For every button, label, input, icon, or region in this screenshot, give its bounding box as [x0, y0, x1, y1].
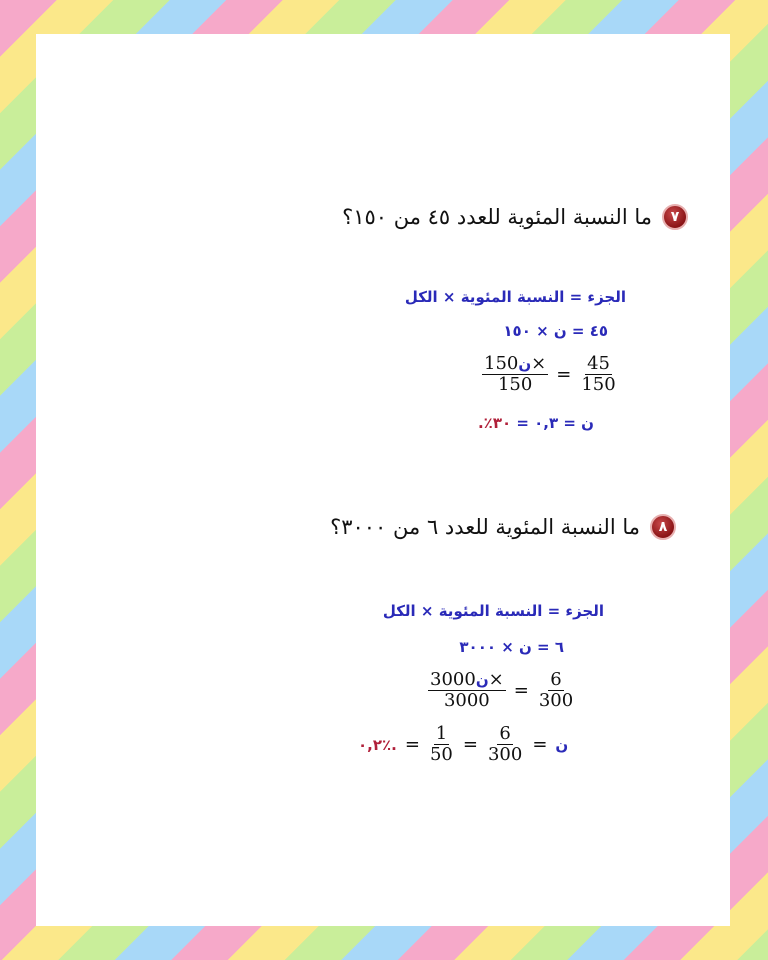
equals-sign: = — [462, 734, 478, 755]
question-7 — [342, 204, 688, 230]
formula-line: الجزء = النسبة المئوية × الكل — [404, 288, 626, 306]
question-8 — [330, 514, 676, 540]
numerator: 150× — [484, 353, 547, 374]
formula-line: الجزء = النسبة المئوية × الكل — [382, 602, 604, 620]
question-text: ما النسبة المئوية للعدد ٦ من ٣٠٠٠؟ — [330, 515, 640, 539]
numerator: 1 — [435, 723, 448, 744]
fraction-original — [486, 724, 524, 765]
equation-step: ٤٥ = ن × ١٥٠ — [503, 322, 608, 340]
equals-sign: = — [556, 364, 572, 385]
equals-sign: = — [513, 680, 529, 701]
answer-percent: ٣٠٪. — [477, 414, 512, 432]
equals-sign: = — [532, 734, 548, 755]
question-number-badge: ٨ — [650, 514, 676, 540]
answer-line — [478, 414, 594, 432]
variable-n: ن — [518, 355, 532, 373]
numerator: 6 — [550, 669, 562, 690]
fraction-simplified — [428, 724, 455, 765]
denominator: 3000 — [443, 690, 490, 711]
fraction-equation — [482, 354, 618, 395]
denominator: 300 — [538, 690, 574, 711]
numerator: 6 — [499, 723, 511, 744]
variable-n: ن — [475, 671, 489, 689]
answer-line — [358, 724, 568, 765]
numerator: 45 — [587, 353, 610, 374]
answer-value: ن = ٠,٣ = — [511, 414, 594, 432]
denominator: 150 — [497, 374, 533, 395]
answer-percent: ٠,٢٪. — [358, 735, 397, 754]
question-text: ما النسبة المئوية للعدد ٤٥ من ١٥٠؟ — [342, 205, 652, 229]
equation-step: ٦ = ن × ٣٠٠٠ — [459, 638, 564, 656]
equals-sign: = — [404, 734, 420, 755]
variable-n: ن — [555, 735, 569, 754]
fraction-equation — [428, 670, 575, 711]
fraction-left-side — [579, 354, 617, 395]
worksheet-card — [36, 34, 730, 926]
fraction-right-side — [428, 670, 506, 711]
numerator: 3000× — [430, 669, 504, 690]
denominator: 150 — [581, 374, 616, 395]
fraction-right-side — [482, 354, 548, 395]
denominator: 300 — [487, 744, 523, 765]
denominator: 50 — [429, 744, 453, 765]
question-number-badge: ٧ — [662, 204, 688, 230]
fraction-left-side — [537, 670, 575, 711]
